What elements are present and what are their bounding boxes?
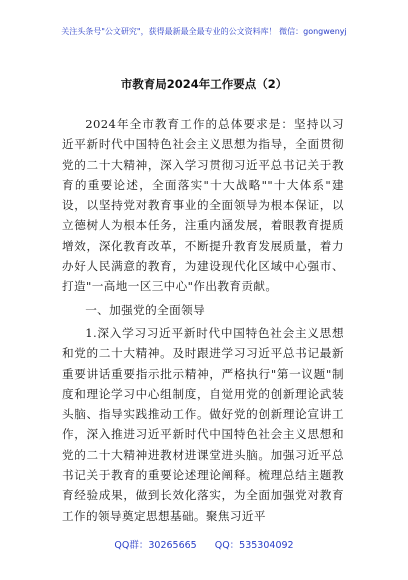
intro-paragraph: 2024年全市教育工作的总体要求是：坚持以习近平新时代中国特色社会主义思想为指导，全面贯彻党的二十大精神，深入学习贯彻习近平总书记关于教育的重要论述，全面落实"十大战略""十大体系"建设，以坚持党对教育事业的全面领导为根本保证，以立德树人为根本任务，注重内涵发展，着眼教育提质增效，深化教育改革，不断提升教育发展质量，着力办好人民满意的教育，为建设现代化区域中心强市、打造"一高地一区三中心"作出教育贡献。	[62, 117, 344, 294]
header-notice: 关注头条号"公文研究"，获得最新最全最专业的公文资料库！ 微信：gongwenyj	[61, 27, 347, 36]
section-heading: 一、加强党的全面领导	[85, 302, 206, 317]
document-title: 市教育局2024年工作要点（2）	[120, 77, 288, 91]
body-paragraph: 1.深入学习习近平新时代中国特色社会主义思想和党的二十大精神。及时跟进学习习近平总书记最新重要讲话重要指示批示精神，严格执行"第一议题"制度和理论学习中心组制度，自觉用党的创新理论武装头脑、指导实践推动工作。做好党的创新理论宣讲工作，深入推进习近平新时代中国特色社会主义思想和党的二十大精神进教材进课堂进头脑。加强习近平总书记关于教育的重要论述理论阐释。梳理总结主题教育经验成果，做到长效化落实，为全面加强党对教育工作的领导奠定思想基础。聚焦习近平	[62, 325, 344, 523]
qq-group-text: QQ群：30265665	[114, 540, 197, 551]
qq-contact-text: QQ：535304092	[214, 540, 294, 551]
footer-contact	[0, 537, 408, 551]
document-body	[62, 114, 344, 526]
